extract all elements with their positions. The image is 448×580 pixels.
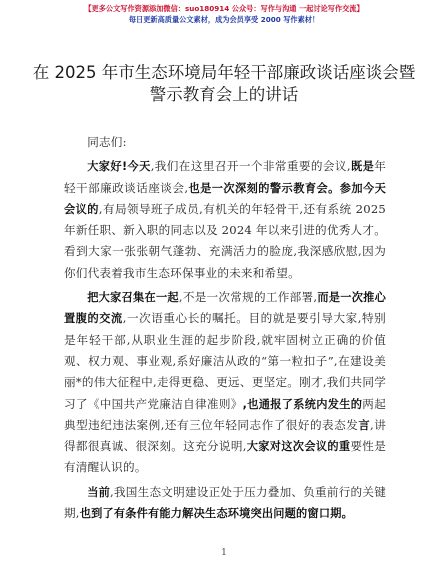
greeting: 同志们: [87,135,127,149]
bold-phrase: 大家好!今天 [87,160,151,174]
text-run: ,我国生态文明建设正处于压力叠加、负重前行的关键期, [64,484,386,521]
bold-phrase: 也是一次深刻的警示教育会。参加今天会议的 [64,181,386,216]
bold-phrase: 也到了有条件有能力解决生态环境突出问题的窗口期。 [79,507,353,521]
paragraph-3 [64,482,386,525]
paragraph-1 [64,156,386,284]
banner-line-1: 【更多公文写作资源添加微信：suo180914 公众号：写作与沟通 一起讨论写作交流】 [84,4,364,13]
text-run: 两起典型违纪违法案例,还有三位年轻同志作了很好的表态发 [64,396,387,432]
bold-phrase: 言 [358,418,371,432]
bold-phrase: 把大家召集在一起 [87,291,179,305]
bold-phrase: 既是 [350,160,375,174]
banner-line-2: 每日更新高质量公文素材，成为会员享受 2000 写作素材！ [128,15,320,24]
document-body [64,132,386,527]
text-run: 年轻干部廉政谈话座谈会, [64,159,386,195]
text-run: 要性是有清醒认识的。 [64,439,386,475]
bold-phrase: ,也通报了系统内发生的 [242,397,363,411]
page-number: 1 [221,548,227,558]
bold-phrase: 当前 [87,485,111,499]
promo-banner [0,0,448,30]
document-title: 在 2025 年市生态环境局年轻干部廉政谈话座谈会暨警示教育会上的讲话 [32,63,416,104]
text-run: ,我们在这里召开一个非常重要的会议, [150,159,351,174]
text-run: ,一次语重心长的嘱托。目的就是要引导大家,特别是年轻干部,从职业生涯的起步阶段,就牢固树立正确的价值观、权力观、事业观,系好廉洁从政的“第一粒扣子”,在建设美丽*的伟大征程中,走得更稳、更远、更坚定。刚才,我们共同学习了《中国共产党廉洁自律准则》 [64,311,386,411]
bold-phrase: 大家对这次会议的重 [246,440,351,454]
paragraph-2 [64,287,386,479]
text-run: ,不是一次常规的工作部署, [178,290,318,305]
text-run: ,讲得都很真诚、很深刻。这充分说明, [64,417,387,454]
bold-phrase: 而是一次推心置腹的交流 [64,291,387,326]
text-run: ,有局领导班子成员,有机关的年轻骨干,还有系统 2025 年新任职、新入职的同志以及 2024 年以来引进的优秀人才。看到大家一张张朝气蓬勃、充满活力的脸庞,我深感欣慰,因为你们代表着我市生态环保事业的未来和希望。 [64,201,386,280]
